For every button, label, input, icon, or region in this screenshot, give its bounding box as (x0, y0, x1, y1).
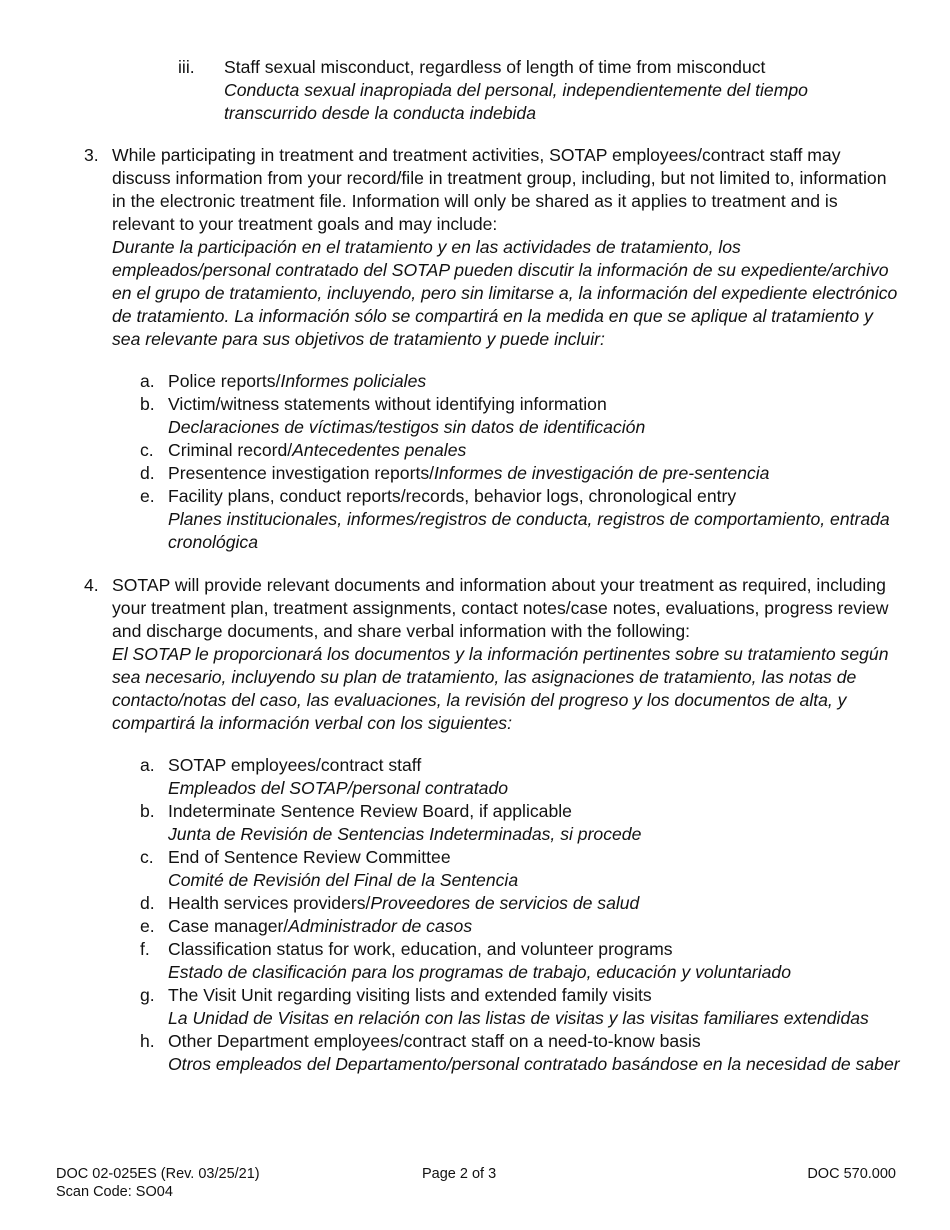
scan-code: Scan Code: SO04 (56, 1184, 173, 1200)
list-item (140, 915, 910, 938)
item-text-en: While participating in treatment and treatment activities, SOTAP employees/contract staff may discuss information from your record/file in treatment group, including, but not limited to, information in the electronic treatment file. Information will only be shared as it applies to treatment and is relevant to your treatment goals and may include: (112, 145, 887, 234)
subitem-text-es: Conducta sexual inapropiada del personal, independientemente del tiempo transcurrido desde la conducta indebida (224, 80, 808, 123)
list-text-es: La Unidad de Visitas en relación con las listas de visitas y las visitas familiares extendidas (168, 1008, 869, 1028)
list-text-es: Proveedores de servicios de salud (370, 893, 640, 913)
list-item (140, 485, 910, 554)
list-letter: a. (140, 371, 155, 391)
list-item (140, 393, 910, 439)
list-text-es: Declaraciones de víctimas/testigos sin datos de identificación (168, 417, 646, 437)
item-text-es: El SOTAP le proporcionará los documentos y la información pertinentes sobre su tratamiento según sea necesario, incluyendo su plan de tratamiento, las asignaciones de tratamiento, las notas de contacto/notas del caso, las evaluaciones, la revisión del progreso y los documentos de alta, y compartirá la información verbal con los siguientes: (112, 644, 889, 733)
form-number: DOC 02-025ES (Rev. 03/25/21) (56, 1166, 260, 1182)
list-item (140, 370, 910, 393)
list-letter: f. (140, 939, 150, 959)
list-letter: c. (140, 440, 154, 460)
list-text-en: Classification status for work, education, and volunteer programs (168, 939, 673, 959)
list-text-es: Antecedentes penales (292, 440, 467, 460)
list-item (140, 1030, 910, 1076)
list-item (140, 984, 910, 1030)
policy-number: DOC 570.000 (807, 1166, 896, 1182)
list-text-es: Planes institucionales, informes/registros de conducta, registros de comportamiento, entrada cronológica (168, 509, 890, 552)
list-item (140, 846, 910, 892)
list-item (140, 754, 910, 800)
list-item (140, 800, 910, 846)
list-text-en: The Visit Unit regarding visiting lists and extended family visits (168, 985, 652, 1005)
list-text-es: Informes policiales (280, 371, 427, 391)
list-text-en: Presentence investigation reports/ (168, 463, 435, 483)
list-text-en: Health services providers/ (168, 893, 371, 913)
list-letter: c. (140, 847, 154, 867)
item-number: 4. (84, 575, 99, 595)
list-item (140, 439, 910, 462)
list-letter: b. (140, 801, 155, 821)
list-letter: h. (140, 1031, 155, 1051)
list-letter: e. (140, 486, 155, 506)
list-letter: d. (140, 893, 155, 913)
list-text-en: Police reports/ (168, 371, 281, 391)
item-number: 3. (84, 145, 99, 165)
subitem-text-en: Staff sexual misconduct, regardless of length of time from misconduct (224, 57, 766, 77)
item-3-list (140, 370, 910, 554)
list-text-en: Indeterminate Sentence Review Board, if applicable (168, 801, 572, 821)
list-text-es: Junta de Revisión de Sentencias Indeterminadas, si procede (168, 824, 642, 844)
list-text-en: Criminal record/ (168, 440, 293, 460)
subitem-number: iii. (178, 57, 195, 77)
list-text-es: Empleados del SOTAP/personal contratado (168, 778, 509, 798)
page-number: Page 2 of 3 (422, 1166, 497, 1182)
list-item (140, 462, 910, 485)
list-item (140, 892, 910, 915)
list-text-es: Otros empleados del Departamento/personal contratado basándose en la necesidad de saber (168, 1054, 900, 1074)
list-text-es: Comité de Revisión del Final de la Sentencia (168, 870, 519, 890)
list-text-en: End of Sentence Review Committee (168, 847, 451, 867)
list-text-en: Victim/witness statements without identifying information (168, 394, 607, 414)
list-text-en: Other Department employees/contract staff on a need-to-know basis (168, 1031, 701, 1051)
list-letter: b. (140, 394, 155, 414)
numbered-item-3 (84, 144, 904, 351)
list-text-en: Facility plans, conduct reports/records, behavior logs, chronological entry (168, 486, 737, 506)
list-letter: a. (140, 755, 155, 775)
numbered-item-4 (84, 574, 904, 735)
list-text-en: Case manager/ (168, 916, 289, 936)
item-4-list (140, 754, 910, 1076)
list-text-es: Informes de investigación de pre-sentencia (434, 463, 770, 483)
item-text-es: Durante la participación en el tratamiento y en las actividades de tratamiento, los empleados/personal contratado del SOTAP pueden discutir la información de su expediente/archivo en el grupo de tratamiento, incluyendo, pero sin limitarse a, la información del expediente electrónico de tratamiento. La información sólo se compartirá en la medida en que se aplique al tratamiento y sea relevante para sus objetivos de tratamiento y puede incluir: (112, 237, 898, 349)
list-item (140, 938, 910, 984)
item-text-en: SOTAP will provide relevant documents and information about your treatment as required, including your treatment plan, treatment assignments, contact notes/case notes, evaluations, progress review and discharge documents, and share verbal information with the following: (112, 575, 889, 641)
list-text-en: SOTAP employees/contract staff (168, 755, 422, 775)
list-letter: e. (140, 916, 155, 936)
list-text-es: Administrador de casos (288, 916, 473, 936)
list-letter: d. (140, 463, 155, 483)
list-text-es: Estado de clasificación para los programas de trabajo, educación y voluntariado (168, 962, 791, 982)
list-letter: g. (140, 985, 155, 1005)
